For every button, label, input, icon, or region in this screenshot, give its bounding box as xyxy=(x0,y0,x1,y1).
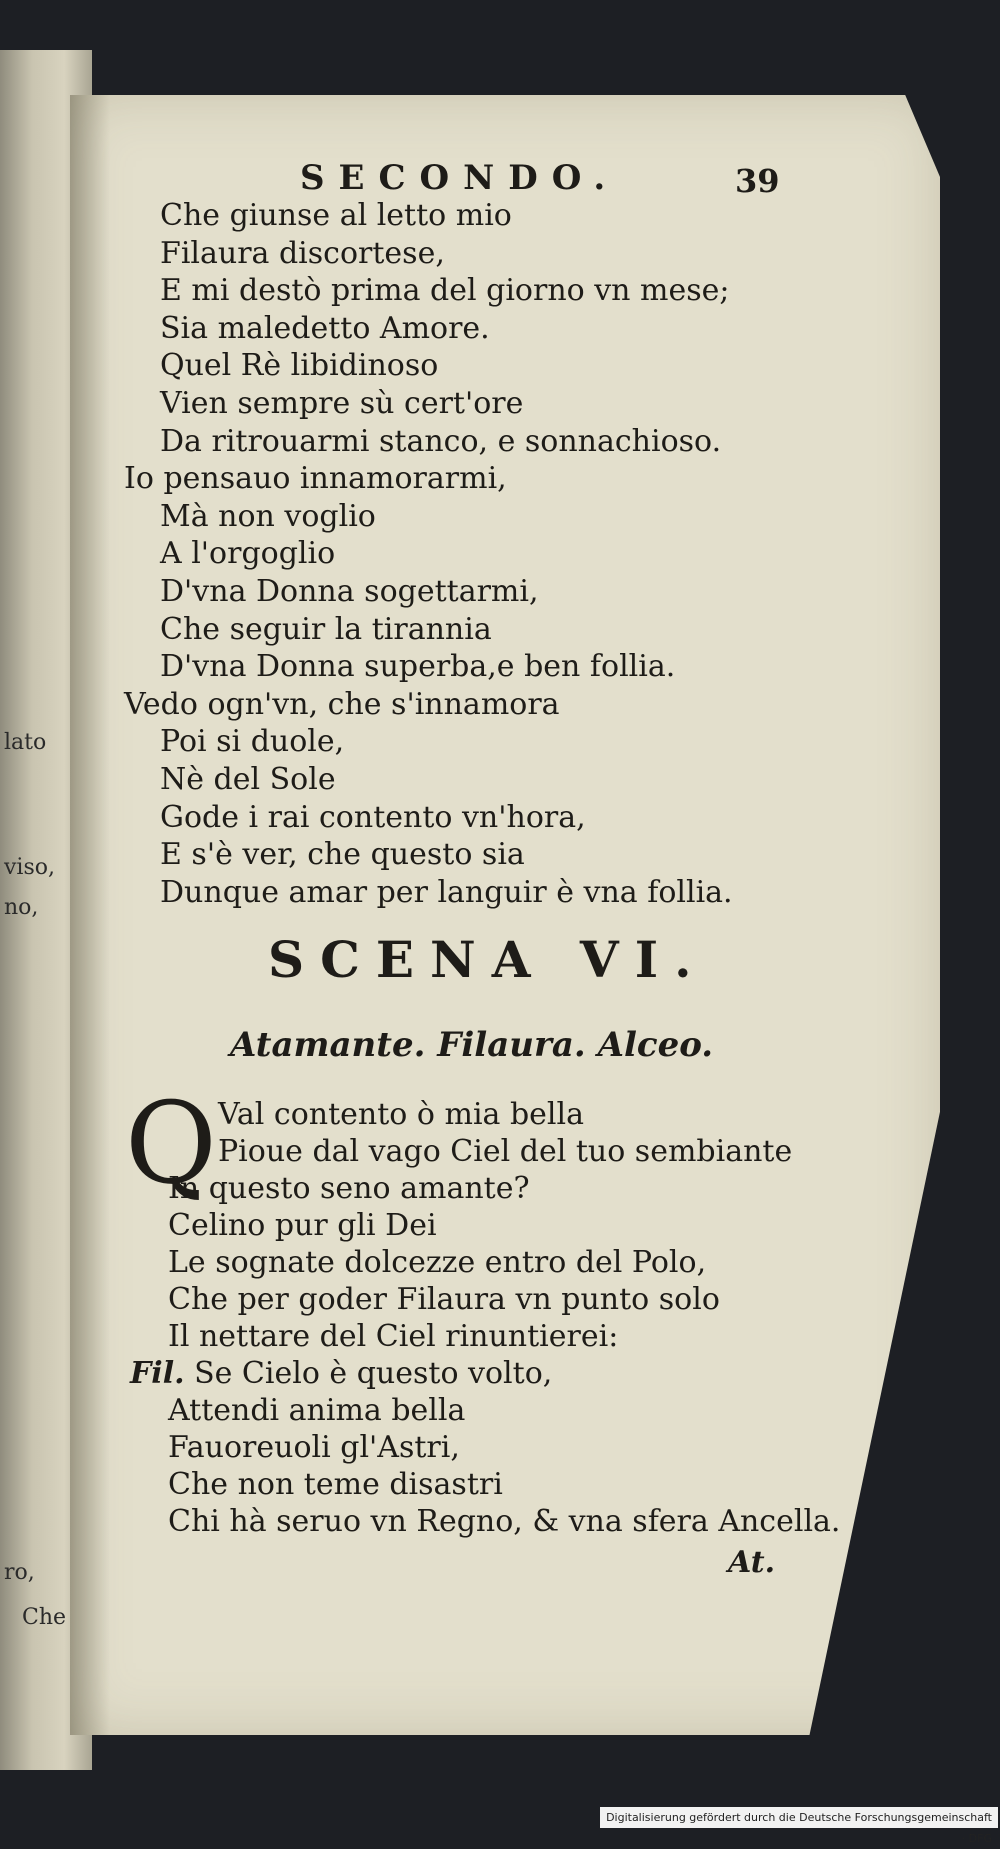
verse-line xyxy=(168,1393,465,1428)
verse-text: Le sognate dolcezze entro del Polo, xyxy=(168,1245,707,1280)
verse-line: Mà non voglio xyxy=(160,498,376,534)
verse-line: Gode i rai contento vn'hora, xyxy=(160,799,586,835)
spine-fragment: viso, xyxy=(4,855,55,880)
verse-line xyxy=(218,1097,584,1132)
verse-text: Val contento ò mia bella xyxy=(218,1097,584,1132)
verse-line xyxy=(130,1356,552,1391)
spine-fragment: lato xyxy=(4,730,47,755)
verse-line xyxy=(168,1467,503,1502)
verse-text: Fauoreuoli gl'Astri, xyxy=(168,1430,460,1465)
verse-text: Il nettare del Ciel rinuntierei: xyxy=(168,1319,619,1354)
verse-line: Che giunse al letto mio xyxy=(160,198,512,233)
scene-characters: Atamante. Filaura. Alceo. xyxy=(230,1025,714,1065)
verse-line: D'vna Donna sogettarmi, xyxy=(160,574,539,609)
verse-line xyxy=(168,1171,530,1206)
verse-line: A l'orgoglio xyxy=(160,536,336,572)
spine-fragment: ro, xyxy=(4,1560,35,1585)
verse-line: Nè del Sole xyxy=(160,762,336,797)
verse-line: Da ritrouarmi stanco, e sonnachioso. xyxy=(160,423,722,459)
verse-line xyxy=(168,1208,437,1243)
verse-line: Io pensauo innamorarmi, xyxy=(124,461,507,497)
verse-text: Pioue dal vago Ciel del tuo sembiante xyxy=(218,1134,793,1169)
verse-line: Poi si duole, xyxy=(160,724,345,760)
verse-text: Attendi anima bella xyxy=(168,1393,466,1428)
verse-line: E mi destò prima del giorno vn mese; xyxy=(160,273,730,309)
verse-text: Chi hà seruo vn Regno, & vna sfera Ancella. xyxy=(168,1504,841,1539)
verse-text: In questo seno amante? xyxy=(168,1171,530,1206)
verse-line xyxy=(218,1134,792,1169)
verse-line xyxy=(168,1245,706,1280)
catchword: At. xyxy=(728,1545,776,1580)
digitization-credit: Digitalisierung gefördert durch die Deutsche Forschungsgemeinschaft · DFG xyxy=(600,1807,998,1828)
verse-line: Quel Rè libidinoso xyxy=(160,348,439,384)
verse-line: Che seguir la tirannia xyxy=(160,611,492,647)
verse-line xyxy=(168,1282,720,1317)
verse-text: Celino pur gli Dei xyxy=(168,1208,437,1243)
verse-line: D'vna Donna superba,e ben follia. xyxy=(160,649,676,685)
verse-line: Filaura discortese, xyxy=(160,235,445,271)
verse-line: Vien sempre sù cert'ore xyxy=(160,386,524,421)
verse-line xyxy=(168,1430,460,1465)
verse-line: Vedo ogn'vn, che s'innamora xyxy=(124,686,560,722)
verse-line: Sia maledetto Amore. xyxy=(160,310,490,346)
spine-fragment: Che xyxy=(22,1605,67,1630)
verse-line xyxy=(168,1319,618,1354)
verse-text: Se Cielo è questo volto, xyxy=(194,1356,553,1391)
verse-text: Che per goder Filaura vn punto solo xyxy=(168,1282,720,1317)
verse-line xyxy=(168,1504,840,1539)
speaker-label: Fil. xyxy=(130,1356,185,1391)
page-number: 39 xyxy=(735,162,780,200)
gutter-shadow xyxy=(70,95,110,1735)
drop-capital: Q xyxy=(125,1079,217,1209)
verse-line: E s'è ver, che questo sia xyxy=(160,837,525,873)
scene-title: SCENA VI. xyxy=(268,930,708,989)
spine-fragment: no, xyxy=(4,895,39,920)
verse-line: Dunque amar per languir è vna follia. xyxy=(160,874,733,910)
running-title: SECONDO. xyxy=(300,158,620,198)
verse-text: Che non teme disastri xyxy=(168,1467,503,1502)
